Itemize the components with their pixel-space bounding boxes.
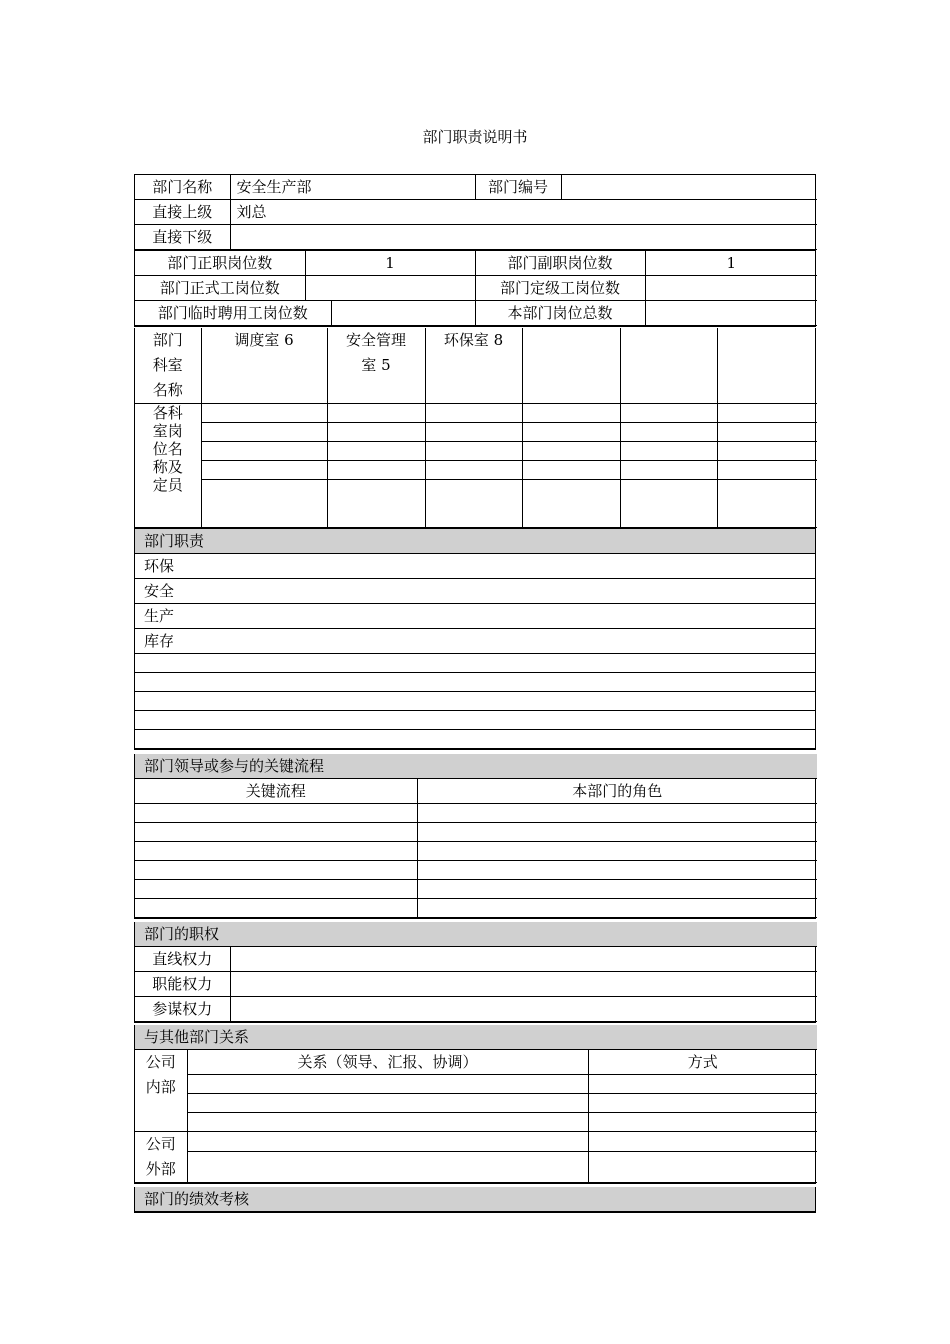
post-cell[interactable] (620, 461, 717, 480)
post-cell[interactable] (327, 442, 425, 461)
method-cell[interactable] (588, 1113, 817, 1132)
process-col-header: 关键流程 (135, 779, 417, 804)
fixed-posts-label: 部门定级工岗位数 (475, 276, 645, 301)
chief-posts-value[interactable]: 1 (305, 251, 475, 276)
post-cell[interactable] (522, 461, 620, 480)
post-cell[interactable] (620, 442, 717, 461)
post-cell[interactable] (717, 442, 817, 461)
room-2[interactable]: 安全管理室 5 (327, 328, 425, 404)
role-cell[interactable] (417, 823, 817, 842)
role-col-header: 本部门的角色 (417, 779, 817, 804)
process-cell[interactable] (135, 804, 417, 823)
post-cell[interactable] (327, 461, 425, 480)
deputy-posts-label: 部门副职岗位数 (475, 251, 645, 276)
method-cell[interactable] (588, 1152, 817, 1183)
room-1[interactable]: 调度室 6 (201, 328, 327, 404)
post-cell[interactable] (327, 404, 425, 423)
post-cell[interactable] (522, 423, 620, 442)
duty-blank-row[interactable] (135, 654, 815, 673)
method-cell[interactable] (588, 1075, 817, 1094)
process-cell[interactable] (135, 842, 417, 861)
relation-cell[interactable] (187, 1113, 588, 1132)
process-header: 部门领导或参与的关键流程 (135, 754, 817, 779)
dept-name-value[interactable]: 安全生产部 (230, 175, 475, 200)
dept-name-label: 部门名称 (135, 175, 230, 200)
method-col-header: 方式 (588, 1050, 817, 1075)
post-cell[interactable] (717, 461, 817, 480)
authority-label: 参谋权力 (135, 997, 230, 1022)
superior-label: 直接上级 (135, 200, 230, 225)
total-posts-label: 本部门岗位总数 (475, 301, 645, 326)
external-label: 公司外部 (135, 1132, 187, 1183)
post-cell[interactable] (717, 423, 817, 442)
authority-label: 直线权力 (135, 947, 230, 972)
post-cell[interactable] (620, 480, 717, 528)
dept-code-label: 部门编号 (475, 175, 561, 200)
post-cell[interactable] (425, 404, 522, 423)
duties-table (134, 529, 816, 750)
subordinate-label: 直接下级 (135, 225, 230, 250)
role-cell[interactable] (417, 842, 817, 861)
relation-cell[interactable] (187, 1075, 588, 1094)
authority-value[interactable] (230, 972, 817, 997)
post-cell[interactable] (717, 404, 817, 423)
duty-blank-row[interactable] (135, 673, 815, 692)
performance-header: 部门的绩效考核 (135, 1187, 815, 1212)
posts-label: 各科室岗位名称及定员 (135, 404, 201, 528)
basic-info-table (134, 174, 816, 251)
dept-code-value[interactable] (561, 175, 817, 200)
method-cell[interactable] (588, 1132, 817, 1152)
role-cell[interactable] (417, 880, 817, 899)
internal-label: 公司内部 (135, 1050, 187, 1132)
fixed-posts-value[interactable] (645, 276, 817, 301)
formal-posts-label: 部门正式工岗位数 (135, 276, 305, 301)
relation-cell[interactable] (187, 1094, 588, 1113)
authority-table (134, 922, 816, 1023)
post-cell[interactable] (620, 404, 717, 423)
duties-header: 部门职责 (135, 529, 815, 554)
duty-blank-row[interactable] (135, 730, 815, 749)
chief-posts-label: 部门正职岗位数 (135, 251, 305, 276)
relation-cell[interactable] (187, 1152, 588, 1183)
superior-value[interactable]: 刘总 (230, 200, 817, 225)
post-count-table (134, 251, 816, 327)
authority-label: 职能权力 (135, 972, 230, 997)
post-cell[interactable] (327, 423, 425, 442)
formal-posts-value[interactable] (305, 276, 475, 301)
post-cell[interactable] (201, 442, 327, 461)
post-cell[interactable] (717, 480, 817, 528)
process-table (134, 754, 816, 919)
room-5[interactable] (620, 328, 717, 404)
process-cell[interactable] (135, 880, 417, 899)
process-cell[interactable] (135, 823, 417, 842)
post-cell[interactable] (425, 442, 522, 461)
document-title: 部门职责说明书 (422, 128, 528, 146)
post-cell[interactable] (425, 480, 522, 528)
role-cell[interactable] (417, 861, 817, 880)
method-cell[interactable] (588, 1094, 817, 1113)
relations-table (134, 1025, 816, 1184)
post-cell[interactable] (425, 461, 522, 480)
temp-posts-label: 部门临时聘用工岗位数 (135, 301, 331, 326)
post-cell[interactable] (522, 442, 620, 461)
duty-blank-row[interactable] (135, 692, 815, 711)
post-cell[interactable] (522, 480, 620, 528)
subordinate-value[interactable] (230, 225, 817, 250)
post-cell[interactable] (327, 480, 425, 528)
role-cell[interactable] (417, 899, 817, 918)
room-4[interactable] (522, 328, 620, 404)
post-cell[interactable] (620, 423, 717, 442)
process-cell[interactable] (135, 861, 417, 880)
rooms-label: 部门科室名称 (135, 328, 201, 404)
duty-item[interactable]: 生产 (135, 604, 815, 629)
post-cell[interactable] (201, 423, 327, 442)
duty-item[interactable]: 安全 (135, 579, 815, 604)
room-3[interactable]: 环保室 8 (425, 328, 522, 404)
temp-posts-value[interactable] (331, 301, 475, 326)
rooms-table (134, 328, 816, 529)
deputy-posts-value[interactable]: 1 (645, 251, 817, 276)
post-cell[interactable] (201, 404, 327, 423)
duty-item[interactable]: 库存 (135, 629, 815, 654)
relation-col-header: 关系（领导、汇报、协调） (187, 1050, 588, 1075)
post-cell[interactable] (201, 480, 327, 528)
authority-header: 部门的职权 (135, 922, 817, 947)
authority-value[interactable] (230, 947, 817, 972)
room-6[interactable] (717, 328, 817, 404)
duty-item[interactable]: 环保 (135, 554, 815, 579)
duty-blank-row[interactable] (135, 711, 815, 730)
relation-cell[interactable] (187, 1132, 588, 1152)
performance-table (134, 1187, 816, 1213)
authority-value[interactable] (230, 997, 817, 1022)
post-cell[interactable] (201, 461, 327, 480)
post-cell[interactable] (425, 423, 522, 442)
relations-header: 与其他部门关系 (135, 1025, 817, 1050)
role-cell[interactable] (417, 804, 817, 823)
total-posts-value[interactable] (645, 301, 817, 326)
post-cell[interactable] (522, 404, 620, 423)
process-cell[interactable] (135, 899, 417, 918)
